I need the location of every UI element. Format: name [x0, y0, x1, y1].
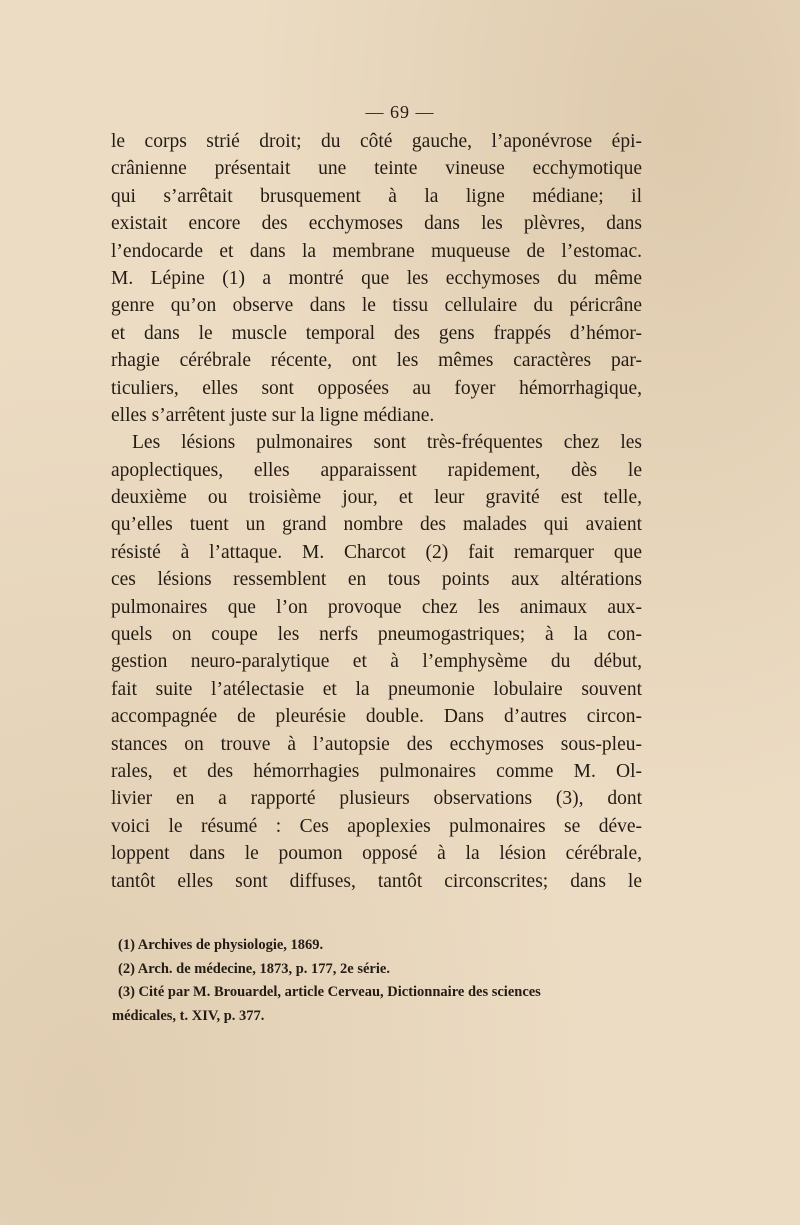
text-line: fait suite l’atélectasie et la pneumonie lobulaire souvent [111, 678, 642, 700]
text-line: genre qu’on observe dans le tissu cellulaire du péricrâne [111, 295, 642, 317]
text-line: crânienne présentait une teinte vineuse ecchymotique [111, 158, 642, 180]
text-line: rhagie cérébrale récente, ont les mêmes caractères par- [111, 350, 642, 372]
text-line: stances on trouve à l’autopsie des ecchymoses sous-pleu- [111, 733, 642, 755]
footnote: (2) Arch. de médecine, 1873, p. 177, 2e série. [118, 960, 390, 977]
footnote: (1) Archives de physiologie, 1869. [118, 937, 324, 953]
text-line: et dans le muscle temporal des gens frappés d’hémor- [111, 322, 642, 344]
paragraph-start-line: Les lésions pulmonaires sont très-fréquentes chez les [132, 432, 642, 454]
text-line: existait encore des ecchymoses dans les plèvres, dans [111, 213, 642, 235]
text-line: voici le résumé : Ces apoplexies pulmonaires se déve- [111, 815, 642, 837]
text-line: apoplectiques, elles apparaissent rapidement, dès le [111, 459, 642, 481]
text-line: qu’elles tuent un grand nombre des malades qui avaient [111, 514, 642, 536]
text-line: M. Lépine (1) a montré que les ecchymoses du même [111, 267, 642, 289]
text-line: qui s’arrêtait brusquement à la ligne médiane; il [111, 185, 642, 207]
paragraph-end-line: elles s’arrêtent juste sur la ligne médiane. [111, 404, 435, 426]
text-line: loppent dans le poumon opposé à la lésion cérébrale, [111, 843, 642, 865]
text-line: résisté à l’attaque. M. Charcot (2) fait remarquer que [111, 541, 642, 563]
text-line: ticuliers, elles sont opposées au foyer hémorrhagique, [111, 377, 642, 399]
text-line: tantôt elles sont diffuses, tantôt circonscrites; dans le [111, 870, 642, 892]
text-line: ces lésions ressemblent en tous points aux altérations [111, 569, 642, 591]
footnote: (3) Cité par M. Brouardel, article Cerveau, Dictionnaire des sciences [118, 984, 541, 1000]
text-line: rales, et des hémorrhagies pulmonaires comme M. Ol- [111, 760, 642, 782]
text-line: l’endocarde et dans la membrane muqueuse de l’estomac. [111, 240, 642, 262]
text-line: le corps strié droit; du côté gauche, l’aponévrose épi- [111, 131, 642, 152]
page-number: — 69 — [365, 102, 435, 122]
footnote-continuation: médicales, t. XIV, p. 377. [112, 1007, 265, 1024]
text-line: gestion neuro-paralytique et à l’emphysème du début, [111, 651, 642, 673]
text-line: quels on coupe les nerfs pneumogastriques; à la con- [111, 624, 642, 646]
text-line: deuxième ou troisième jour, et leur gravité est telle, [111, 487, 642, 509]
body-text [111, 128, 642, 895]
text-line: pulmonaires que l’on provoque chez les animaux aux- [111, 596, 642, 618]
text-line: accompagnée de pleurésie double. Dans d’autres circon- [111, 706, 642, 728]
text-line: livier en a rapporté plusieurs observations (3), dont [111, 788, 642, 810]
footnotes [112, 934, 644, 1028]
